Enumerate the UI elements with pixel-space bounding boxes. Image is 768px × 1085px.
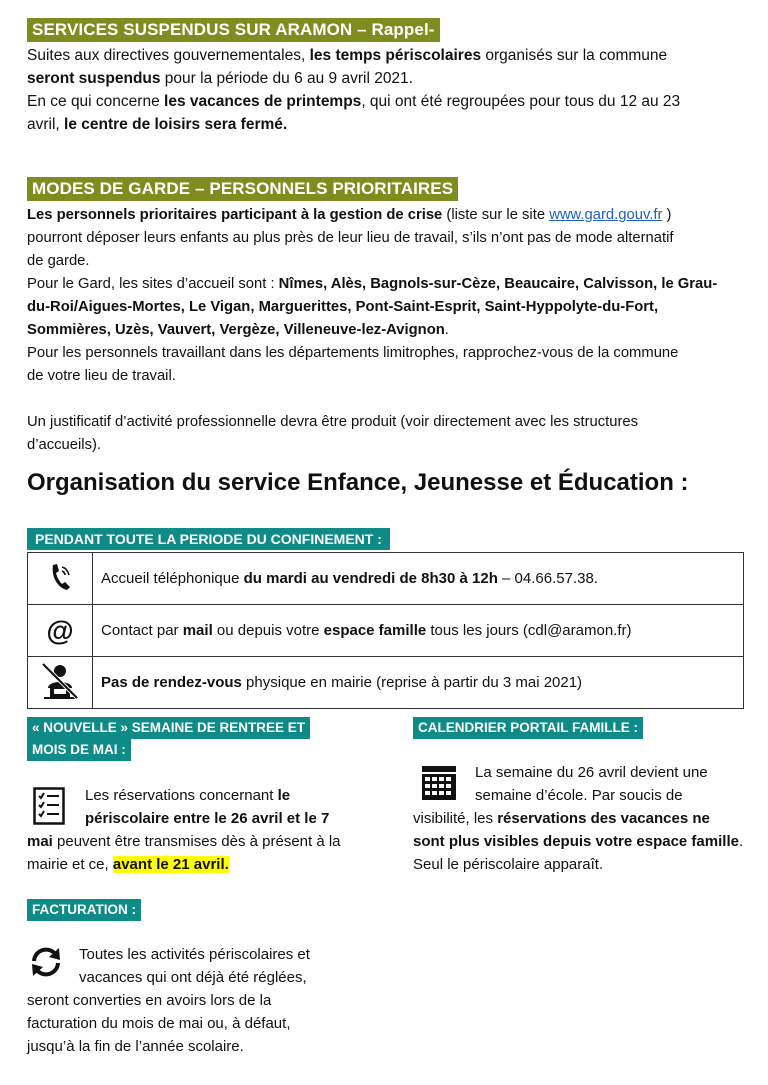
at-sign-icon: @ (46, 614, 74, 646)
table-row (28, 605, 744, 657)
confinement-heading: PENDANT TOUTE LA PERIODE DU CONFINEMENT : (27, 528, 390, 550)
calendrier-line3: visibilité, les réservations des vacances ne (413, 810, 710, 827)
services-suspendus-heading: SERVICES SUSPENDUS SUR ARAMON – Rappel- (27, 18, 440, 42)
phone-icon (48, 563, 72, 591)
facturation-line5: jusqu’à la fin de l’année scolaire. (27, 1038, 244, 1055)
section1-line3: En ce qui concerne les vacances de printemps, qui ont été regroupées pour tous du 12 au 23 (27, 93, 681, 110)
section2-line8: de votre lieu de travail. (27, 368, 176, 384)
section2-line1: Les personnels prioritaires participant à la gestion de crise (liste sur le site www.gard.gouv.fr ) (27, 207, 672, 223)
confinement-section (27, 528, 744, 709)
calendrier-heading: CALENDRIER PORTAIL FAMILLE : (413, 717, 643, 739)
calendrier-section (413, 717, 748, 876)
rentree-line2: périscolaire entre le 26 avril et le 7 (85, 810, 330, 827)
facturation-line3: seront converties en avoirs lors de la (27, 992, 272, 1009)
refresh-icon (29, 945, 63, 984)
rentree-line4: mairie et ce, avant le 21 avril. (27, 856, 229, 873)
section1-line2: seront suspendus pour la période du 6 au 9 avril 2021. (27, 70, 413, 87)
facturation-line2: vacances qui ont déjà été réglées, (79, 969, 307, 986)
no-meeting-icon (40, 662, 80, 700)
rentree-line1: Les réservations concernant le (85, 787, 291, 804)
section2-line2: pourront déposer leurs enfants au plus près de leur lieu de travail, s’ils n’ont pas de mode alternatif (27, 230, 674, 246)
main-title: Organisation du service Enfance, Jeunesse et Éducation : (27, 469, 689, 496)
section2-line3: de garde. (27, 253, 90, 269)
table-row (28, 657, 744, 709)
mail-row-text: Contact par mail ou depuis votre espace famille tous les jours (cdl@aramon.fr) (93, 605, 744, 657)
no-meeting-icon-cell (28, 657, 93, 709)
section2-line6: Sommières, Uzès, Vauvert, Vergèze, Villeneuve-lez-Avignon. (27, 322, 449, 338)
modes-de-garde-section (27, 177, 747, 457)
section2-line4: Pour le Gard, les sites d’accueil sont : Nîmes, Alès, Bagnols-sur-Cèze, Beaucaire, Calvisson, le Grau- (27, 276, 718, 292)
facturation-line4: facturation du mois de mai ou, à défaut, (27, 1015, 291, 1032)
phone-row-text: Accueil téléphonique du mardi au vendredi de 8h30 à 12h – 04.66.57.38. (93, 553, 744, 605)
modes-de-garde-heading: MODES DE GARDE – PERSONNELS PRIORITAIRES (27, 177, 458, 201)
section2-line10: d’accueils). (27, 437, 102, 453)
facturation-section (27, 899, 367, 1058)
section1-line1: Suites aux directives gouvernementales, les temps périscolaires organisés sur la commune (27, 47, 668, 64)
rentree-heading-line1: « NOUVELLE » SEMAINE DE RENTREE ET (27, 717, 310, 739)
facturation-line1: Toutes les activités périscolaires et (79, 946, 310, 963)
checklist-icon (33, 787, 65, 830)
rentree-heading-line2: MOIS DE MAI : (27, 739, 131, 761)
services-suspendus-section (27, 18, 680, 136)
section2-line5: du-Roi/Aigues-Mortes, Le Vigan, Marguerittes, Pont-Saint-Esprit, Saint-Hyppolyte-du-Fort, (27, 299, 659, 315)
section1-line4: avril, le centre de loisirs sera fermé. (27, 116, 288, 133)
deadline-highlight: avant le 21 avril. (112, 856, 229, 873)
at-sign-icon-cell (28, 605, 93, 657)
rentree-section (27, 717, 367, 876)
section2-line7: Pour les personnels travaillant dans les départements limitrophes, rapprochez-vous de la commune (27, 345, 679, 361)
facturation-heading: FACTURATION : (27, 899, 141, 921)
calendar-icon (421, 765, 457, 806)
calendrier-line5: Seul le périscolaire apparaît. (413, 856, 604, 873)
table-row (28, 553, 744, 605)
rentree-line3: mai peuvent être transmises dès à présent à la (27, 833, 341, 850)
phone-icon-cell (28, 553, 93, 605)
calendrier-line1: La semaine du 26 avril devient une (475, 764, 708, 781)
gard-gouv-link[interactable]: www.gard.gouv.fr (549, 207, 663, 223)
confinement-table (27, 552, 744, 709)
rdv-row-text: Pas de rendez-vous physique en mairie (reprise à partir du 3 mai 2021) (93, 657, 744, 709)
calendrier-line2: semaine d’école. Par soucis de (475, 787, 683, 804)
section2-line9: Un justificatif d’activité professionnelle devra être produit (voir directement avec les structures (27, 414, 639, 430)
calendrier-line4: sont plus visibles depuis votre espace famille. (413, 833, 744, 850)
